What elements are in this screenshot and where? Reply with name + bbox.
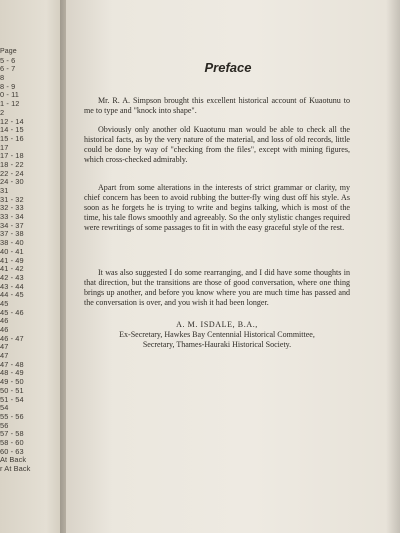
page-number-entry: 44 - 45 <box>0 290 24 300</box>
page-number-entry: 45 - 46 <box>0 307 24 317</box>
page-number-entry: 54 <box>0 403 9 413</box>
page-number-entry: 38 - 40 <box>0 238 24 248</box>
page-number-entry: 18 - 22 <box>0 159 24 169</box>
page-edge-shadow <box>386 0 400 533</box>
page-number-entry: 15 - 16 <box>0 133 24 143</box>
page-number-entry: 32 - 33 <box>0 203 24 213</box>
signature-name: A. M. ISDALE, B.A., <box>176 320 258 329</box>
page-number-entry: 46 - 47 <box>0 333 24 343</box>
page-number-entry: 60 - 63 <box>0 446 24 456</box>
signature-line-2: Secretary, Thames-Hauraki Historical Society. <box>142 340 292 349</box>
page-number-entry: r At Back <box>0 464 31 473</box>
page-number-entry: 40 - 41 <box>0 246 24 256</box>
page-number-entry: 24 - 30 <box>0 177 24 187</box>
page-number-entry: 41 - 42 <box>0 264 24 274</box>
page-number-entry: 46 <box>0 325 9 334</box>
paragraph-4: It was also suggested I do some rearranging, and I did have some thoughts in that direction, but the transitions are those of good conversation, where one thing brings up another, and before you know where you are much time has passed and the conversation is over, and you wish it had been longer. <box>84 268 350 307</box>
page-number-entry: At Back <box>0 455 27 465</box>
page-number-entry: 41 - 49 <box>0 255 24 265</box>
preface-page <box>66 0 400 533</box>
page-number-entry: 14 - 15 <box>0 125 24 135</box>
page-number-entry: 5 - 6 <box>0 55 16 65</box>
signature-block <box>84 320 350 350</box>
page-number-entry: 8 - 9 <box>0 81 16 91</box>
page-number-entry: 22 - 24 <box>0 168 24 178</box>
page-number-entry: 37 - 38 <box>0 229 24 239</box>
page-number-column <box>0 48 64 474</box>
page-number-entry: 17 <box>0 142 9 152</box>
page-number-entry: 31 <box>0 186 9 195</box>
page-number-entry: 56 <box>0 420 9 430</box>
page-number-entry: 1 - 12 <box>0 99 20 109</box>
page-number-entry: 34 - 37 <box>0 220 24 230</box>
page-number-entry: 57 - 58 <box>0 429 24 439</box>
page-number-entry: 31 - 32 <box>0 194 24 204</box>
page-number-entry: 50 - 51 <box>0 385 24 395</box>
page-number-entry: 17 - 18 <box>0 151 24 161</box>
page-number-entry: 42 - 43 <box>0 272 24 282</box>
page-number-entry: 47 <box>0 342 9 352</box>
page-number-entry: 43 - 44 <box>0 281 24 291</box>
paragraph-3: Apart from some alterations in the interests of strict grammar or clarity, my chief concern has been to avoid rubbing the butter-fly wing dust off his style. As soon as he forgets he is trying to write and begins talking, which is most of the time, his tale flows smoothly and agreeably. So the only stylistic changes required were rewritings of some passages to fit in with the easy graceful style of the rest. <box>84 183 350 232</box>
page-number-entry: 47 - 48 <box>0 359 24 369</box>
page-number-entry: 55 - 56 <box>0 411 24 421</box>
page-number-entry: 12 - 14 <box>0 116 24 126</box>
page-column-header: Page <box>0 48 17 55</box>
page-number-entry: 51 - 54 <box>0 394 24 404</box>
page-number-entry: 58 - 60 <box>0 437 24 447</box>
page-number-entry: 48 - 49 <box>0 368 24 378</box>
page-number-entry: 6 - 7 <box>0 64 16 74</box>
page-number-entry: 33 - 34 <box>0 212 24 222</box>
page-number-entry: 49 - 50 <box>0 377 24 387</box>
signature-line-1: Ex-Secretary, Hawkes Bay Centennial Historical Committee, <box>119 330 315 339</box>
paragraph-2: Obviously only another old Kuaotunu man would be able to check all the historical facts, as by the very nature of the material, and loss of old records, little could be done by way of "checking from the files", except with mining figures, which cross-checked admirably. <box>84 125 350 164</box>
left-page-contents <box>0 0 66 533</box>
page-number-entry: 0 - 11 <box>0 90 19 100</box>
page-title: Preface <box>204 60 252 75</box>
page-number-entry: 46 <box>0 316 9 326</box>
page-number-entry: 2 <box>0 107 5 117</box>
paragraph-1: Mr. R. A. Simpson brought this excellent historical account of Kuaotunu to me to type and "knock into shape". <box>84 96 350 115</box>
page-number-entry: 45 <box>0 298 9 308</box>
page-number-entry: 47 <box>0 351 9 361</box>
page-number-entry: 8 <box>0 73 5 83</box>
